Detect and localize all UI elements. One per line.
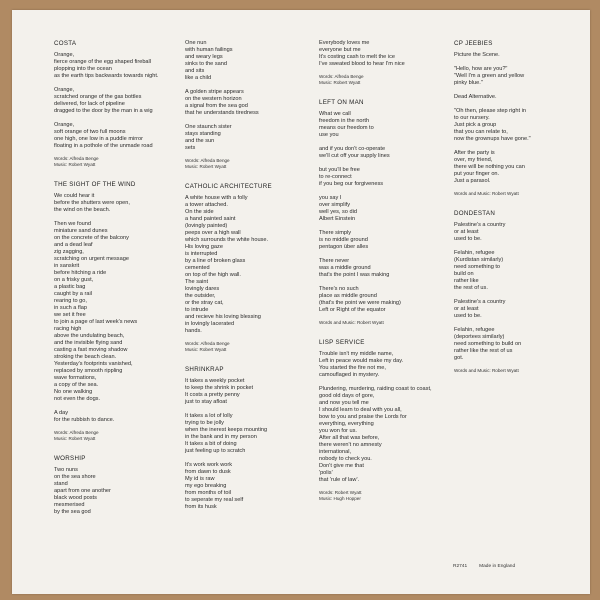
song-title: CATHOLIC ARCHITECTURE: [185, 183, 272, 190]
song-credits: Words: Alfreda Benge Music: Robert Wyatt: [54, 430, 99, 441]
catalog-footer: [453, 564, 527, 569]
song-lyrics: We could hear it before the shutters were open, the wind on the beach. Then we found miniature sand dunes on the concrete of the balcony and a dead leaf zig zagging, scratching on urgent message in sanskrit before hitching a ride on a frisky gust, a plastic bag caught by a rail rearing to go, in such a flap we set it free to join a page of last week's news racing high above the undulating beach, and the invisible flying sand casting a fast moving shadow stroking the beach clean. Yesterday's footprints vanished, replaced by smooth rippling wave formations, a copy of the sea. No one walking not even the dogs. A day for the rubbish to dance.: [54, 193, 138, 423]
song-title: CP JEEBIES: [454, 40, 493, 47]
song-credits: Words: Alfreda Benge Music: Robert Wyatt: [319, 74, 364, 85]
song-title: LEFT ON MAN: [319, 99, 364, 106]
song-credits: Words: Alfreda Benge Music: Robert Wyatt: [54, 156, 99, 167]
song-lyrics: It takes a weekly pocket to keep the shrink in pocket It costs a pretty penny just to stay afloat It takes a lot of lolly trying to be jolly when the inerest keeps mounting in the bank and in my person It takes a bit of doing just feeling up to scratch It's work work work from dawn to dusk My id is raw my ego breaking from months of toil to seperate my real self from its husk: [185, 378, 268, 510]
song-credits: Words and Music: Robert Wyatt: [454, 191, 519, 196]
column-3: [319, 40, 441, 515]
song-lyrics: Orange, fierce orange of the egg shaped fireball plopping into the ocean as the earth tips backwards towards night. Orange, scratched orange of the gas bottles delivered, for lack of pipeline dragged to the door by the man in a wig Orange, soft orange of two full moons one high, one low in a puddle mirror floating in a pothole of the unmade road: [54, 52, 159, 149]
song-title: COSTA: [54, 40, 77, 47]
song-lyrics: Trouble isn't my middle name, Left in peace would make my day. You started the fire not me, camouflaged in mystery. Plundering, murdering, raiding coast to coast, good old days of gore, and now you tell me I should learn to deal with you all, bow to you and praise the Lords for everything, everything you won for us. After all that was before, there weren't no amnesty international, nobody to check you. Don't give me that 'polis' that 'rule of law'.: [319, 351, 432, 483]
song-title: DONDESTAN: [454, 210, 496, 217]
song-title: LISP SERVICE: [319, 339, 365, 346]
song-lyrics: One nun with human failings and weary legs sinks to the sand and sits like a child A golden stripe appears on the western horizon a signal from the sea god that he understands tiredness One staunch sister stays standing and the sun sets: [185, 40, 259, 151]
song-lyrics: Two nuns on the sea shore stand apart from one another black wood posts mesmerised by the sea god: [54, 467, 111, 515]
song-lyrics: Palestine's a country or at least used to be. Felahin, refugee (Kurdistan similarly) need something to build on rather like the rest of us. Palestine's a country or at least used to be. Felahin, refugee (deportees similarly) need something to build on rather like the rest of us got.: [454, 222, 522, 361]
column-1: [54, 40, 174, 529]
song-title: SHRINKRAP: [185, 366, 224, 373]
song-credits: Words: Robert Wyatt Music: Hugh Hopper: [319, 490, 362, 501]
song-credits: Words: Alfreda Benge Music: Robert Wyatt: [185, 341, 230, 352]
song-block: [454, 210, 574, 374]
song-title: WORSHIP: [54, 455, 86, 462]
column-2: [185, 40, 307, 524]
song-block: [319, 339, 441, 502]
song-block: [319, 99, 441, 326]
song-credits: Words and Music: Robert Wyatt: [319, 320, 384, 325]
song-block: [54, 40, 174, 168]
made-in-label: Made in England: [479, 564, 516, 569]
song-lyrics: A white house with a folly a tower attached. On the side a hand painted saint (lovingly painted) peeps over a high wall which surrounds the white house. His loving gaze is interrupted by a line of broken glass cemented on top of the high wall. The saint lovingly dares the outsider, or the stray cat, to intrude and recieve his loving blessing in lovingly lacerated hands.: [185, 195, 269, 334]
song-lyrics: What we call freedom in the north means our freedom to use you and if you don't co-operate we'll cut off your supply lines but you'll be free to re-connect if you beg our forgiveness you say I over simplify well yes, so did Albert Einstein There simply is no middle ground pentagon über alles There never was a middle ground that's the point I was making There's no such place as middle ground (that's the point we were making) Left or Right of the equator: [319, 111, 401, 313]
column-4: [454, 40, 574, 387]
song-lyrics: Picture the Scene. "Hello, how are you?" "Well I'm a green and yellow pinky blue." Dead Alternative. "Oh then, please step right in to our nursery. Just pick a group that you can relate to, now the grownups have gone." After the party is over, my friend, there will be nothing you can put your finger on. Just a parasol.: [454, 52, 531, 184]
song-block: [54, 181, 174, 442]
lyric-sheet: [12, 10, 590, 594]
song-block: [454, 40, 574, 197]
song-title: THE SIGHT OF THE WIND: [54, 181, 136, 188]
song-block: [185, 183, 307, 353]
song-block: [54, 455, 174, 516]
song-credits: Words and Music: Robert Wyatt: [454, 368, 519, 373]
song-credits: Words: Alfreda Benge Music: Robert Wyatt: [185, 158, 230, 169]
catalog-number: R2741: [453, 564, 468, 569]
song-block: [185, 366, 307, 511]
song-block: [185, 40, 307, 170]
song-block: [319, 40, 441, 86]
song-lyrics: Everybody loves me everyone but me It's costing cash to melt the ice I've sweated blood to hear I'm nice: [319, 40, 405, 67]
